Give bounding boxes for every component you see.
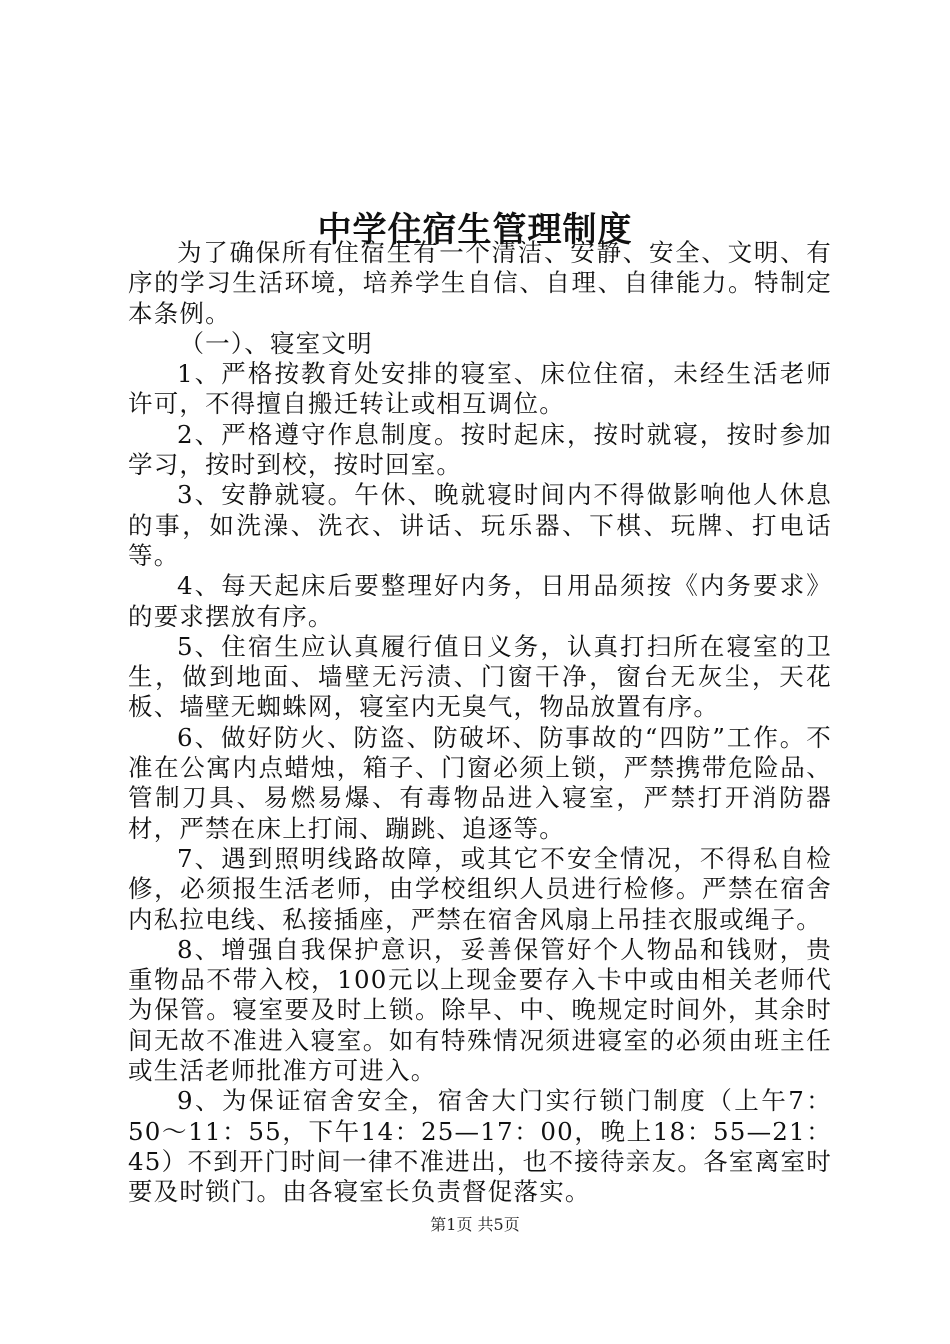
intro-paragraph: 为了确保所有住宿生有一个清洁、安静、安全、文明、有序的学习生活环境，培养学生自信、自理、自律能力。特制定本条例。: [128, 238, 832, 328]
section-heading: （一）、寝室文明: [179, 328, 373, 358]
rule-item-4: 4、每天起床后要整理好内务，日用品须按《内务要求》的要求摆放有序。: [128, 571, 832, 631]
document-body: [128, 238, 832, 1208]
rule-item-6: 6、做好防火、防盗、防破坏、防事故的“四防”工作。不准在公寓内点蜡烛，箱子、门窗必须上锁，严禁携带危险品、管制刀具、易燃易爆、有毒物品进入寝室，严禁打开消防器材，严禁在床上打闹、蹦跳、追逐等。: [128, 722, 832, 843]
rule-item-5: 5、住宿生应认真履行值日义务，认真打扫所在寝室的卫生，做到地面、墙壁无污渍、门窗干净，窗台无灰尘，天花板、墙壁无蜘蛛网，寝室内无臭气，物品放置有序。: [128, 631, 832, 722]
rule-item-2: 2、严格遵守作息制度。按时起床，按时就寝，按时参加学习，按时到校，按时回室。: [128, 419, 832, 480]
rule-item-1: 1、严格按教育处安排的寝室、床位住宿，未经生活老师许可，不得擅自搬迁转让或相互调位。: [128, 359, 832, 419]
rule-item-3: 3、安静就寝。午休、晚就寝时间内不得做影响他人休息的事，如洗澡、洗衣、讲话、玩乐器、下棋、玩牌、打电话等。: [128, 480, 832, 570]
rule-item-8: 8、增强自我保护意识，妥善保管好个人物品和钱财，贵重物品不带入校，100元以上现金要存入卡中或由相关老师代为保管。寝室要及时上锁。除早、中、晚规定时间外，其余时间无故不准进入寝室。如有特殊情况须进寝室的必须由班主任或生活老师批准方可进入。: [128, 934, 832, 1086]
rule-item-9: 9、为保证宿舍安全，宿舍大门实行锁门制度（上午7：50～11：55，下午14：25—17：00，晚上18：55—21：45）不到开门时间一律不准进出，也不接待亲友。各室离室时要及时锁门。由各寝室长负责督促落实。: [128, 1086, 832, 1207]
rule-item-7: 7、遇到照明线路故障，或其它不安全情况，不得私自检修，必须报生活老师，由学校组织人员进行检修。严禁在宿舍内私拉电线、私接插座，严禁在宿舍风扇上吊挂衣服或绳子。: [128, 843, 832, 934]
document-title: 中学住宿生管理制度: [317, 209, 633, 250]
page-number-footer: 第1页 共5页: [430, 1215, 520, 1234]
